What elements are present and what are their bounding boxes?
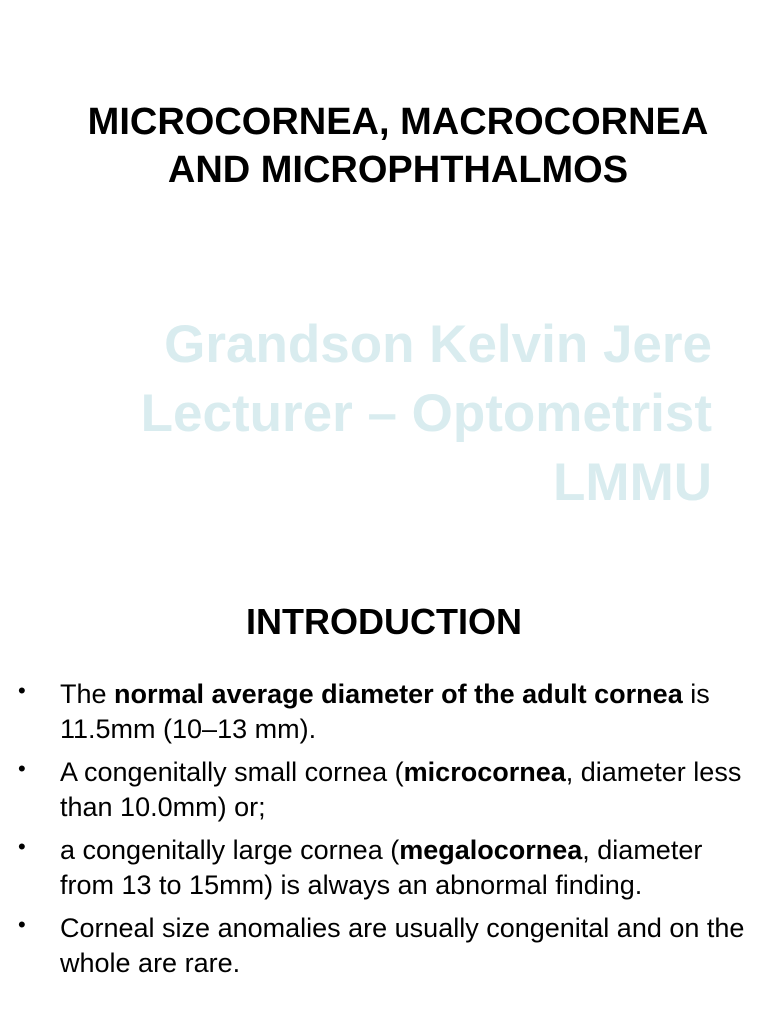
section-heading: INTRODUCTION (246, 601, 522, 642)
bullet-dot-icon: • (18, 834, 26, 859)
bullet-item (18, 911, 758, 981)
bullet-text: Corneal size anomalies are usually congenital and on the whole are rare. (60, 913, 745, 978)
bullet-text: is 11.5mm (10–13 mm). (60, 679, 710, 744)
bullet-text: a congenitally large cornea ( (60, 835, 400, 865)
slide-title-line-2: AND MICROPHTHALMOS (167, 149, 629, 191)
bullet-dot-icon: • (18, 678, 26, 703)
bullet-emphasis: megalocornea (399, 835, 583, 865)
bullet-emphasis: microcornea (403, 757, 566, 787)
bullet-text: The (60, 679, 115, 709)
author-name: Grandson Kelvin Jere (164, 315, 712, 374)
author-institution: LMMU (553, 453, 712, 512)
bullet-dot-icon: • (18, 912, 26, 937)
bullet-item (18, 833, 758, 903)
bullet-item (18, 755, 758, 825)
bullet-list (18, 677, 758, 989)
bullet-text: A congenitally small cornea ( (60, 757, 404, 787)
slide-title (20, 98, 768, 194)
bullet-emphasis: normal average diameter of the adult cornea (114, 679, 683, 709)
bullet-item (18, 677, 758, 747)
bullet-dot-icon: • (18, 756, 26, 781)
author-role: Lecturer – Optometrist (140, 384, 712, 443)
author-subtitle (32, 310, 712, 517)
slide-title-line-1: MICROCORNEA, MACROCORNEA (87, 101, 709, 143)
bullet-text: , diameter less than 10.0mm) or; (60, 757, 742, 822)
bullet-text: , diameter from 13 to 15mm) is always an abnormal finding. (60, 835, 703, 900)
